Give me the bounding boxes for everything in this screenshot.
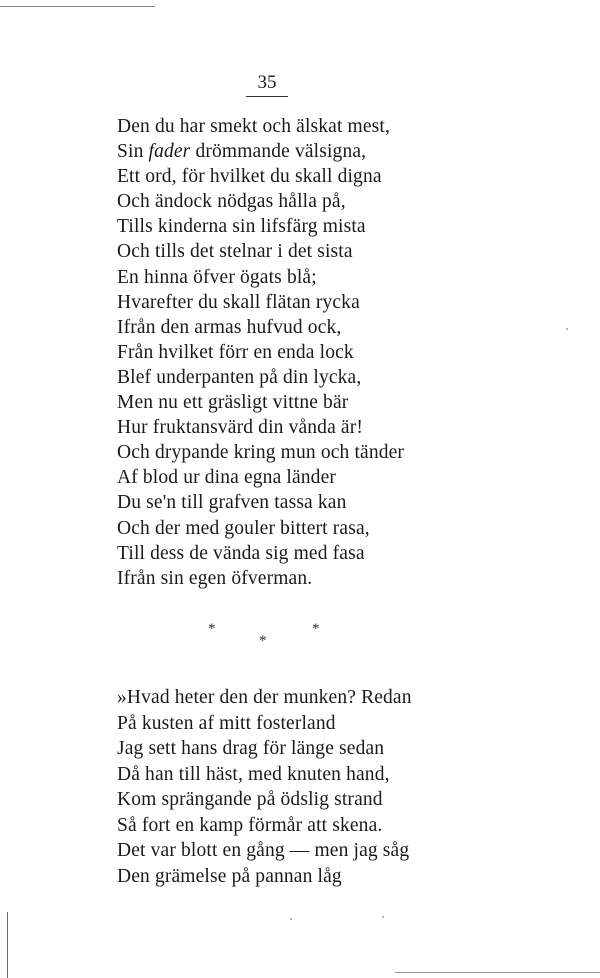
verse-line: Då han till häst, med knuten hand, xyxy=(117,763,390,785)
verse-line: På kusten af mitt fosterland xyxy=(117,712,336,734)
verse-line-end: drömmande välsigna, xyxy=(190,141,367,163)
verse-line: »Hvad heter den der munken? Redan xyxy=(117,687,412,708)
verse-line: Så fort en kamp förmår att skena. xyxy=(117,814,383,836)
section-separator xyxy=(0,622,600,652)
poem-stanza-one xyxy=(117,114,404,591)
verse-line: Det var blott en gång — men jag såg xyxy=(117,840,410,861)
verse-line: Du se'n till grafven tassa kan xyxy=(117,492,347,514)
verse-line: Den du har smekt och älskat mest, xyxy=(117,116,391,137)
verse-line: En hinna öfver ögats blå; xyxy=(117,266,317,288)
verse-line: Men nu ett gräsligt vittne bär xyxy=(117,392,349,414)
page-number: 35 xyxy=(246,72,288,97)
verse-line: Hur fruktansvärd din vånda är! xyxy=(117,417,363,439)
verse-line: Kom sprängande på ödslig strand xyxy=(117,789,383,810)
left-edge-rule xyxy=(7,912,8,978)
verse-line-emphasis: fader xyxy=(148,141,191,163)
bottom-edge-rule xyxy=(395,972,600,973)
verse-line: Tills kinderna sin lifsfärg mista xyxy=(117,216,366,238)
verse-line: Jag sett hans drag för länge sedan xyxy=(117,738,385,759)
verse-line: Ifrån den armas hufvud ock, xyxy=(117,316,342,338)
verse-line: Blef underpanten på din lycka, xyxy=(117,366,362,388)
verse-line: Från hvilket förr en enda lock xyxy=(117,341,354,363)
verse-line xyxy=(117,139,404,164)
verse-line: Ifrån sin egen öfverman. xyxy=(117,567,313,589)
verse-line: Och drypande kring mun och tänder xyxy=(117,442,405,464)
paper-speck xyxy=(566,328,568,330)
verse-line: Och ändock nödgas hålla på, xyxy=(117,191,346,213)
poem-stanza-two xyxy=(117,685,412,889)
verse-line: Den grämelse på pannan låg xyxy=(117,865,342,887)
top-edge-rule xyxy=(0,6,155,7)
verse-line: Och der med gouler bittert rasa, xyxy=(117,517,370,539)
verse-line: Och tills det stelnar i det sista xyxy=(117,241,353,263)
asterisk-glyph: * xyxy=(208,621,216,637)
paper-speck xyxy=(382,916,384,918)
paper-speck xyxy=(290,918,292,920)
verse-line: Af blod ur dina egna länder xyxy=(117,467,337,489)
verse-line: Till dess de vända sig med fasa xyxy=(117,542,365,564)
asterisk-glyph: * xyxy=(312,621,320,637)
verse-line-start: Sin xyxy=(117,141,149,163)
verse-line: Hvarefter du skall flätan rycka xyxy=(117,291,360,313)
asterisk-glyph: * xyxy=(259,633,267,649)
verse-line: Ett ord, för hvilket du skall digna xyxy=(117,166,382,188)
